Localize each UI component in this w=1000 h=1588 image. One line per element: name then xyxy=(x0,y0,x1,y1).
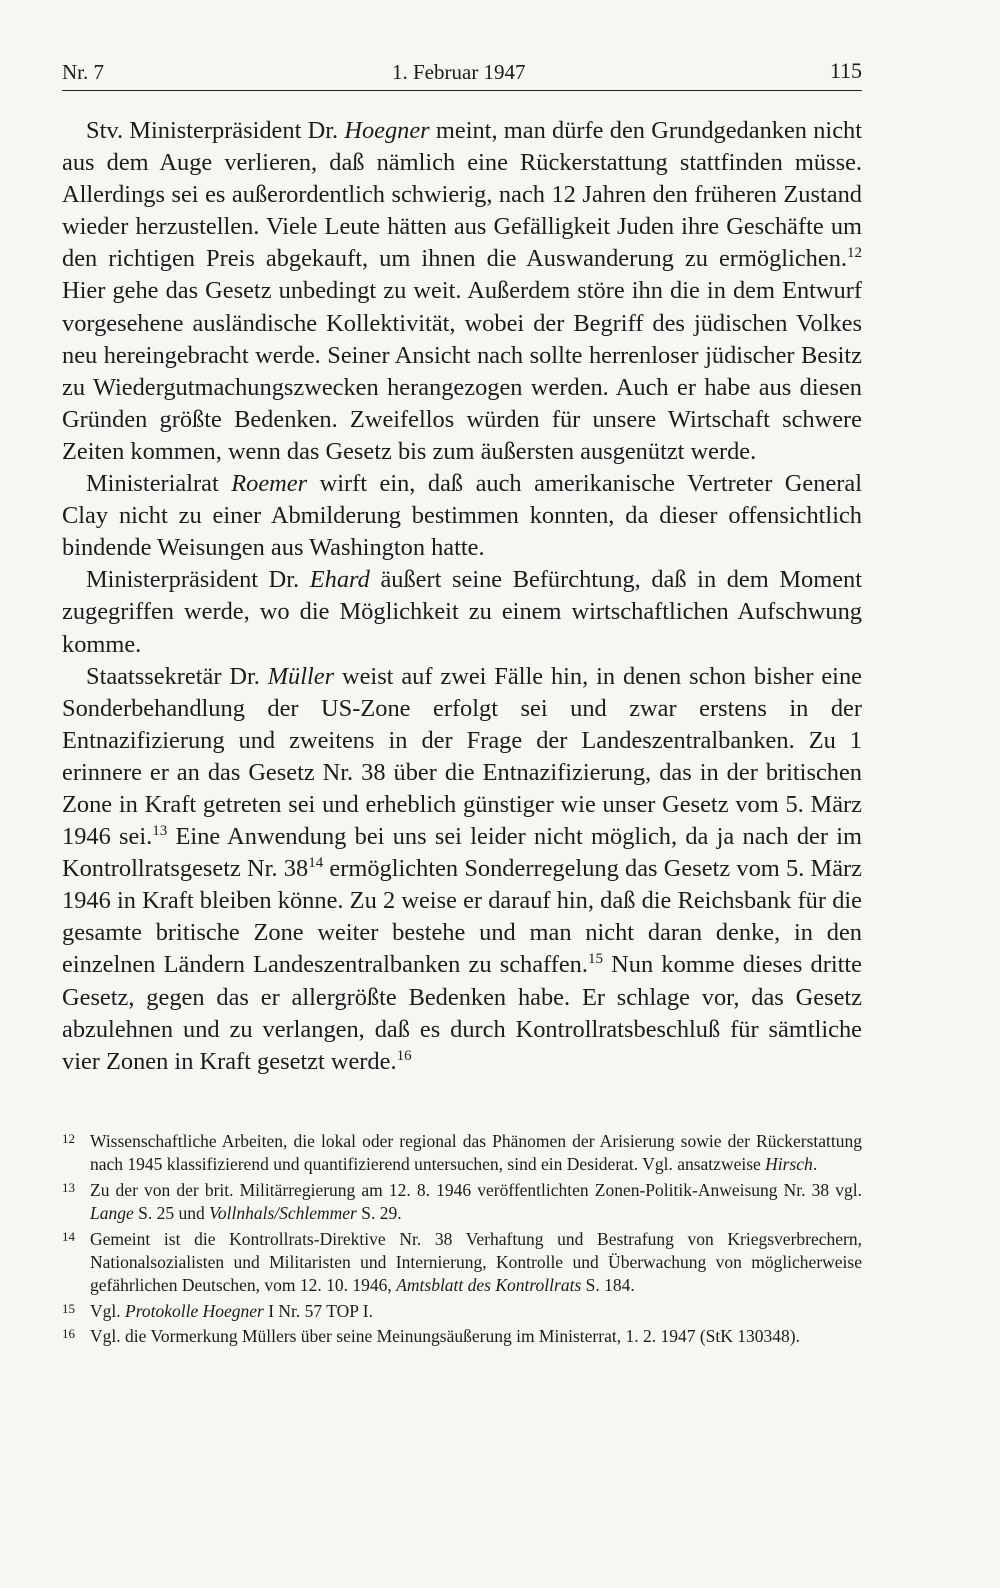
footnotes xyxy=(62,1130,862,1351)
footnote-text: . xyxy=(812,1154,818,1175)
page xyxy=(62,58,862,1078)
footnote-number: 12 xyxy=(62,1131,75,1146)
speaker-title: Ministerpräsident Dr. xyxy=(86,566,310,594)
footnote-12 xyxy=(62,1130,862,1177)
footnote-text: Wissenschaftliche Arbeiten, die lokal oder regional das Phänomen der Arisierung sowie der Rückerstattung nach 1945 klassifizierend und quantifizierend untersuchen, sind ein Desiderat. Vgl. ansatzweise xyxy=(90,1131,862,1175)
footnote-ref[interactable]: 14 xyxy=(308,855,324,872)
footnote-text: Zu der von der brit. Militärregierung am 12. 8. 1946 veröffentlichten Zonen-Politik-Anweisung Nr. 38 vgl. xyxy=(90,1179,862,1200)
footnote-15 xyxy=(62,1300,862,1323)
footnote-number: 16 xyxy=(62,1326,75,1342)
paragraph-text: wirft ein, daß auch amerikanische Vertreter General Clay nicht zu einer Abmilderung bestimmen konnten, da dieser offensichtlich bindende Weisungen aus Washington hatte. xyxy=(62,470,862,562)
speaker-name: Müller xyxy=(267,662,335,690)
footnote-citation: Protokolle Hoegner xyxy=(125,1300,264,1321)
speaker-title: Stv. Ministerpräsident Dr. xyxy=(86,117,345,144)
paragraph-mueller xyxy=(62,661,862,1078)
speaker-name: Ehard xyxy=(309,566,370,594)
speaker-name: Hoegner xyxy=(344,117,430,144)
footnote-ref[interactable]: 13 xyxy=(152,823,168,840)
speaker-title: Staatssekretär Dr. xyxy=(86,662,268,690)
footnote-text: Gemeint ist die Kontrollrats-Direktive Nr. 38 Verhaftung und Bestrafung von Kriegsverbrechern, Nationalsozialisten und Militaristen und Internierung, Kontrolle und Überwachung von möglicherweise gefährlichen Deutschen, vom 12. 10. 1946, xyxy=(90,1228,862,1296)
footnote-ref[interactable]: 16 xyxy=(396,1047,412,1064)
paragraph-hoegner xyxy=(62,115,862,468)
header-date: 1. Februar 1947 xyxy=(392,60,526,84)
footnote-text: S. 25 und xyxy=(133,1203,210,1224)
paragraph-text: Nun komme dieses dritte Gesetz, gegen das er allergrößte Bedenken habe. Er schlage vor, das Gesetz abzulehnen und zu verlangen, daß es durch Kontrollratsbeschluß für sämtliche vier Zonen in Kraft gesetzt werde. xyxy=(62,951,863,1075)
paragraph-ehard xyxy=(62,564,862,660)
footnote-number: 13 xyxy=(62,1179,75,1195)
paragraph-text: Hier gehe das Gesetz unbedingt zu weit. Außerdem störe ihn die in dem Entwurf vorgesehene ausländische Kollektivität, wobei der Begriff des jüdischen Volkes neu hereingebracht werde. Seiner Ansicht nach sollte herrenloser jüdischer Besitz zu Wiedergutmachungszwecken herangezogen werden. Auch er habe aus diesen Gründen größte Bedenken. Zweifellos würden für unsere Wirtschaft schwere Zeiten kommen, wenn das Gesetz bis zum äußersten ausgenützt werde. xyxy=(62,277,862,465)
footnote-ref[interactable]: 12 xyxy=(847,245,862,262)
running-header xyxy=(62,58,862,91)
footnote-text: S. 184. xyxy=(581,1275,635,1296)
main-text xyxy=(62,115,862,1078)
paragraph-text: äußert seine Befürchtung, daß in dem Moment zugegriffen werde, wo die Möglichkeit zu einem wirtschaftlichen Aufschwung komme. xyxy=(62,566,862,658)
footnote-14 xyxy=(62,1228,862,1298)
issue-number: Nr. 7 xyxy=(62,60,104,84)
footnote-text: Vgl. xyxy=(90,1300,125,1321)
paragraph-text: weist auf zwei Fälle hin, in denen schon bisher eine Sonderbehandlung der US-Zone erfolgt sei und zwar erstens in der Entnazifizierung und zweitens in der Frage der Landeszentralbanken. Zu 1 erinnere er an das Gesetz Nr. 38 über die Entnazifizierung, das in der britischen Zone in Kraft getreten sei und erheblich günstiger wie unser Gesetz vom 5. März 1946 sei. xyxy=(62,662,862,851)
footnote-text: Vgl. die Vormerkung Müllers über seine Meinungsäußerung im Ministerrat, 1. 2. 1947 (StK 130348). xyxy=(90,1326,800,1347)
paragraph-text: ermöglichten Sonderregelung das Gesetz vom 5. März 1946 in Kraft bleiben könne. Zu 2 weise er darauf hin, daß die Reichsbank für die gesamte britische Zone weiter bestehe und man nicht daran denke, in den einzelnen Ländern Landeszentralbanken zu schaffen. xyxy=(62,855,862,979)
footnote-citation: Amtsblatt des Kontrollrats xyxy=(396,1275,582,1296)
footnote-citation: Vollnhals/Schlemmer xyxy=(209,1203,357,1224)
paragraph-text: meint, man dürfe den Grundgedanken nicht aus dem Auge verlieren, daß nämlich eine Rückerstattung stattfinden müsse. Allerdings sei es außerordentlich schwierig, nach 12 Jahren den früheren Zustand wieder herzustellen. Viele Leute hätten aus Gefälligkeit Juden ihre Geschäfte um den richtigen Preis abgekauft, um ihnen die Auswanderung zu ermöglichen. xyxy=(62,117,862,273)
footnote-text: I Nr. 57 TOP I. xyxy=(263,1300,373,1321)
speaker-name: Roemer xyxy=(231,470,308,498)
footnote-citation: Hirsch xyxy=(765,1154,813,1175)
paragraph-text: Eine Anwendung bei uns sei leider nicht möglich, da ja nach der im Kontrollratsgesetz Nr. 38 xyxy=(62,823,862,883)
footnote-citation: Lange xyxy=(90,1203,134,1224)
footnote-number: 15 xyxy=(62,1300,75,1316)
footnote-13 xyxy=(62,1179,862,1226)
footnote-number: 14 xyxy=(62,1228,75,1244)
paragraph-roemer xyxy=(62,468,862,564)
footnote-16 xyxy=(62,1325,862,1348)
page-number: 115 xyxy=(829,58,862,83)
speaker-title: Ministerialrat xyxy=(86,470,232,498)
footnote-ref[interactable]: 15 xyxy=(587,951,603,968)
footnote-text: S. 29. xyxy=(356,1203,402,1224)
